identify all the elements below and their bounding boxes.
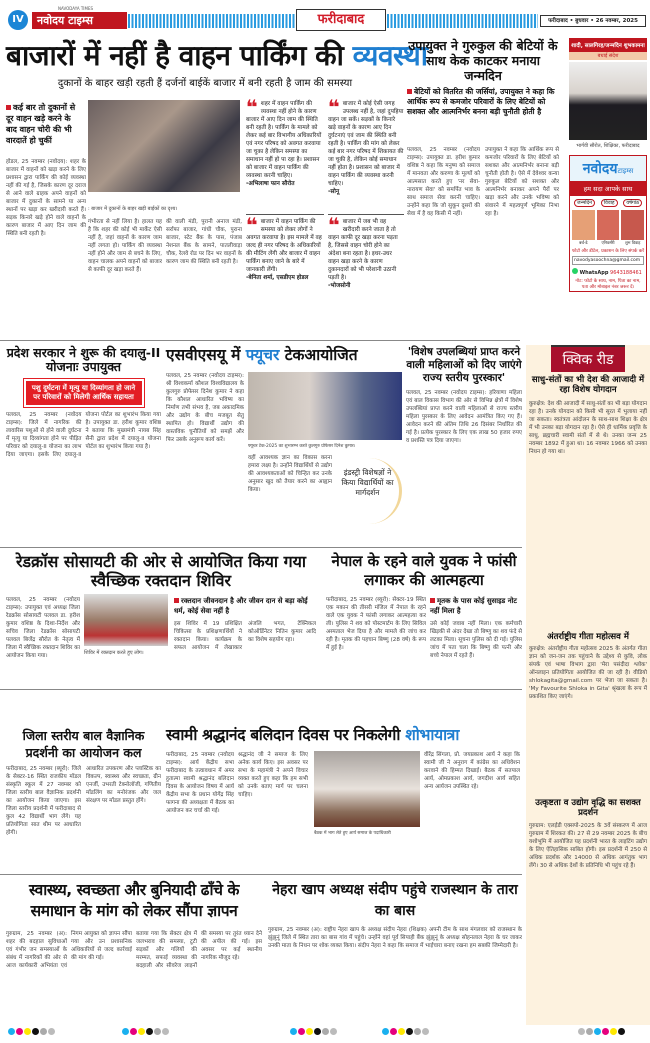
lead-body-2: गंभीरता से नहीं लिया है। हालत यह है कि शहर की कोई भी मार्केट ऐसी नहीं है, जहां वाहनों के कारण जाम नहीं लगता हो। पार्किंग की व्यवस्था नहीं होने और जाम से बचने के लिए, वाहन चालक अपने वाहनों को बाजार से काफी दूर खड़ा करते हैं। [88, 219, 162, 273]
lead-subhead: दुकानों के बाहर खड़ी रहती हैं दर्जनों बाईकें बाजार में बनी रहती है जाम की समस्या [57, 78, 353, 90]
dayalu-body: पलवल, 25 नवम्बर (नवोदय टाइम्स): जिले में नागरिक की लावारिस पशुओं से होने वाली दुर्घटना में मृत्यु या दिव्यांगता होने पर पीड़ित परिवार को दयालु-II योजना का लाभ दिया जाएगा। इसके लिए दयालु-II योजना पोर्टल का शुभारंभ किया गया है। उपायुक्त डा. हरीश कुमार वशिष्ठ ने बताया कि मुख्यमंत्री नायब सिंह सैनी द्वारा प्रदेश में दयालु-II योजना पोर्टल का शुभारंभ किया गया है। [6, 411, 161, 458]
shobhayatra-headline: स्वामी श्रद्धानंद बलिदान दिवस पर निकलेगी शोभायात्रा [166, 726, 460, 744]
redcross-body: पलवल, 25 नवम्बर (नवोदय टाइम्स): उपायुक्त एवं अध्यक्ष जिला रेडक्रॉस सोसायटी पलवल डा. हरीश कुमार वशिष्ठ के दिशा-निर्देश और सचिव जिला रेडक्रॉस सोसायटी पलवल बिजेंद्र सौरोत के नेतृत्व में जिला में स्वैच्छिक रक्तदान शिविर का आयोजन किया गया। [6, 597, 80, 659]
lead-body: होडल, 25 नवम्बर (नवोदय): शहर के बाजार में वाहनों को खड़ा करने के लिए प्रशासन द्वारा पार्किंग की कोई व्यवस्था नहीं की गई है, जिसके कारण दूर दराज से आने वाले ग्राहक अपने वाहनों को बाजार में दुकानों के सामने या अन्य स्थानों पर खड़ा कर खरीदारी करते हैं। सड़क किनारे खड़े होने वाले वाहनों के कारण बाजार में आए दिन जाम की स्थिति बनी रहती है। [6, 159, 86, 237]
quick-read-title: क्विक रीड [551, 345, 625, 372]
gurukul-story [407, 38, 559, 338]
divider [0, 874, 522, 875]
ad-banner: शादी, सालगिरह/जन्मदिन शुभकामना [569, 38, 647, 52]
gurukul-body: पलवल, 25 नवम्बर (नवोदय टाइम्स): उपायुक्त डा. हरीश कुमार वशिष्ठ ने कहा कि मनुष्य को समाज में मानवता और करुणा के मूल्यों को आत्मसात करते हुए 'नर सेवा-नारायण सेवा' को समर्पित भाव के साथ समाज सेवा करनी चाहिए। उन्होंने कहा कि जो सुकून दूसरों की सेवा में है वह किसी में नहीं। [407, 147, 480, 217]
bal-pradarshani-body: फरीदाबाद, 25 नवम्बर (ब्यूरो): जिले के सेक्टर-16 स्थित राजकीय मॉडल संस्कृति स्कूल में 27 नवम्बर को जिला स्तरीय बाल वैज्ञानिक प्रदर्शनी का आयोजन किया जाएगा। इस जिला स्तरीय प्रदर्शनी में फरीदाबाद से कुल 42 विद्यार्थी भाग लेंगे। यह प्रतियोगिता सात थीम पर आधारित होगी। [6, 766, 81, 836]
dayalu-headline: प्रदेश सरकार ने शुरू की दयालु-II योजनाः उपायुक्त [6, 345, 161, 375]
divider [0, 689, 522, 690]
city-label: फरीदाबाद [296, 9, 386, 31]
dayalu-callout: पशु दुर्घटना में मृत्यु या दिव्यांगता हो जाने पर परिवारों को मिलेगी आर्थिक सहायता [24, 379, 144, 407]
person-photo [569, 62, 647, 140]
svsu-body: पलवल, 25 नवम्बर (नवोदय टाइम्स): श्री विश्वकर्मा कौशल विश्वविद्यालय के कुलगुरु प्रोफेसर दिनेश कुमार ने कहा कि कौशल आधारित भविष्य का निर्माण तभी संभव है, जब अकादमिक और उद्योग के बीच मजबूत सेतु स्थापित हो। विद्यार्थी उद्योग की वास्तविक चुनौतियों को समझें और फिर उसके अनुरूप कार्य करें। [166, 373, 244, 443]
ad-note: फोटो और डीटेल, प्रकाशन के लिए संपर्क करें [571, 249, 645, 254]
person-caption: भार्गवी सौरोत, शिक्षिका, फरीदाबाद [576, 143, 640, 149]
nepal-kicker: मृतक के पास कोई सुसाइड नोट नहीं मिला है [430, 596, 522, 616]
quote-3: ❝ बाजार में वाहन पार्किंग की समस्या को लेकर लोगों ने अवगत करवाया है। इस मामले में वह जल्द ही नगर परिषद के अधिकारियों की मीटिंग लेंगी और बाजार में वाहन पार्किंग बनाए जाने के बारे में जानकारी लेंगी। -बेनिता शर्मा, एसडीएम होडल [246, 214, 324, 282]
ad-thumb-caption: बर्थ-डे [579, 240, 588, 245]
lead-photo-caption: : बाजार में दुकानों के बाहर खड़ी बाईकों का दृश्य। [88, 206, 178, 212]
whatsapp-number: 9643188461 [610, 270, 642, 276]
ad-tag: वर्षगांठ [623, 199, 642, 207]
whatsapp-icon [572, 268, 578, 274]
redcross-photo [84, 594, 168, 646]
divider [0, 340, 520, 341]
redcross-body-2: इस शिविर में 19 प्रशिक्षित चिकित्सा के प्रशिक्षणार्थियों ने रक्तदान किया। कार्यक्रम के सफल आयोजन में लेखाकार अंजलि भगत, टेक्निकल कोऑर्डिनेटर नितिन कुमार आदि का विशेष सहयोग रहा। [174, 621, 316, 651]
gurukul-kicker: बेटियों को वितरित की जर्सियां, उपायुक्त ने कहा कि आर्थिक रूप से कमजोर परिवारों के लिए बेटियों को सशक्त और आत्मनिर्भर बनना बड़ी चुनौती होती है [407, 87, 559, 117]
nehra-body: गुरुग्राम, 25 नवम्बर (अ): राष्ट्रीय नेहरा खाप के अध्यक्ष संदीप नेहरा (शिक्षक) अपनी टीम के साथ मंगलवार को राजस्थान के झुंझुनूं जिले में स्थित तारा का बास गांव में पहुंचे। उन्होंने वहां पूर्व सिपाही बैंक झुंझुनूं के अध्यक्ष सोहनलाल नेहरा के घर जाकर उनकी माता के निधन पर शोक व्यक्त किया। संदीप नेहरा ने कहा कि समाज में भाईचारा बनाए रखना हम सबकी जिम्मेदारी है। [268, 927, 522, 949]
gyapan-body-2: बताया गया कि सेक्टर क्षेत्र में जलभराव की समस्या, टूटी सड़कों और गलियों की मरम्मत, सफाई व्यवस्था की बदहाली और सीवरेज लाइनों की समस्या पर तुरंत ध्यान देने की अपील की गई। इस अवसर पर कई स्थानीय नागरिक मौजूद रहे। [136, 931, 262, 969]
svsu-photo [248, 372, 402, 440]
ad-brand: नवोदय [582, 161, 618, 177]
gyapan-story [6, 880, 262, 1020]
mahila-body: पलवल, 25 नवम्बर (नवोदय टाइम्स): हरियाणा महिला एवं बाल विकास विभाग की ओर से विभिन्न क्षेत्रों में विशेष उपलब्धियां प्राप्त करने वाली महिलाओं से राज्य स्तरीय महिला पुरस्कार के लिए आवेदन आमंत्रित किए गए हैं। आवेदन करने की अंतिम तिथि 26 दिसंबर निर्धारित की गई है। प्रत्येक पुरस्कार के लिए एक लाख 50 हजार रुपए व प्रशस्ति पत्र दिया जाएगा। [406, 390, 522, 444]
shobhayatra-story [166, 727, 522, 872]
svsu-story [166, 346, 402, 546]
lead-photo [88, 100, 240, 192]
bal-pradarshani-headline: जिला स्तरीय बाल वैज्ञानिक प्रदर्शनी का आयोजन कल [22, 728, 145, 760]
masthead [0, 8, 650, 34]
shobhayatra-photo [314, 751, 420, 827]
gurukul-headline: उपायुक्त ने गुरुकुल की बेटियों के साथ केक काटकर मनाया जन्मदिन [408, 38, 558, 83]
ad-email[interactable]: navodyasoochna@gmail.com [572, 256, 644, 265]
nehra-headline: नेहरा खाप अध्यक्ष संदीप पहुंचे राजस्थान के तारा का बास [272, 882, 518, 919]
quote-1: ❝ शहर में वाहन पार्किंग की व्यवस्था नहीं होने के कारण बाजार में आए दिन जाम की स्थिति बनी रहती है। पार्किंग के मामले को लेकर कई बार विभागीय अधिकारियों एवं नगर परिषद को अवगत करवाया जा चुका है लेकिन समस्या का समाधान नहीं हो पा रहा है। प्रशासन को बाजार में वाहन पार्किंग की व्यवस्था करनी चाहिए। -अभिलाषा फान सौरोत [246, 95, 322, 187]
ad-footer: नोट: फोटो के साथ, नाम, पिता का नाम, पता और मोबाइल नंबर जरूर दें। [575, 279, 641, 290]
nehra-story [268, 880, 522, 1020]
shobhayatra-body: फरीदाबाद, 25 नवम्बर (नवोदय टाइम्स): आर्य केंद्रीय सभा फरीदाबाद के तत्वावधान में अमर हुतात्मा स्वामी श्रद्धानंद बलिदान दिवस के आयोजन विषय में आर्य केंद्रीय सभा के प्रधान योगेंद्र सिंह फागना की अध्यक्षता में बैठक का आयोजन कर चर्चा की गई। [166, 752, 234, 814]
ad-tag: जन्मदिन [574, 199, 595, 207]
divider [0, 547, 522, 548]
quick-story-1-headline: साधु-संतों का भी देश की आजादी में रहा विशेष योगदान [531, 375, 645, 395]
gurukul-body-2: उपायुक्त ने कहा कि आर्थिक रूप से कमजोर परिवारों के लिए बेटियों को सशक्त और आत्मनिर्भर बनाना बड़ी चुनौती होती है। ऐसे में देवेश्वर कन्या गुरुकुल बेटियों को सशक्त और आत्मनिर्भर बनाकर अपने पैरों पर खड़ा करने और उनके भविष्य को संवारने में महत्वपूर्ण भूमिका निभा रहा है। [485, 147, 559, 217]
lead-story [6, 39, 428, 340]
whatsapp-label: WhatsApp [579, 270, 609, 276]
ad-thumb-caption: एनिवर्सरी [601, 240, 615, 245]
ad-thumb [597, 210, 620, 240]
redcross-story [6, 552, 316, 687]
ad-tagline: हम सदा आपके साथ [570, 181, 646, 196]
ad-box [569, 155, 647, 292]
nepal-body-2: उसे कोई जवाब नहीं मिला। एक कर्मचारी खिड़की से अंदर देखा तो बिष्णु का शव फंदे से लटका मिला। सूचना पुलिस को दी गई। पुलिस जांच में पता चला कि बिष्णु की पत्नी और बच्चे नेपाल में रहते हैं। [430, 621, 522, 659]
quick-story-2-headline: अंतर्राष्ट्रीय गीता महोत्सव में [547, 631, 629, 642]
date-line: फरीदाबाद • बुधवार • 26 नवम्बर, 2025 [540, 15, 646, 27]
mahila-headline: 'विशेष उपलब्धियां प्राप्त करने वाली महिलाओं को दिए जाएंगे राज्य स्तरीय पुरस्कार' [406, 346, 522, 384]
svsu-photo-caption: फ्यूचर टेक-2025 का शुभारम्भ करते कुलगुरु प्रोफेसर दिनेश कुमार। [248, 444, 356, 449]
ad-brand-suffix: टाइम्स [617, 167, 634, 175]
ad-sub-banner: बधाई संदेश [569, 52, 647, 60]
mahila-story [406, 346, 522, 546]
ad-thumb-caption: शुभ विवाह [624, 240, 641, 245]
redcross-kicker: रक्तदान जीवनदान है और जीवन दान से बड़ा कोई धर्म, कोई सेवा नहीं है [174, 596, 316, 616]
nepal-headline: नेपाल के रहने वाले युवक ने फांसी लगाकर की आत्महत्या [331, 552, 517, 589]
gyapan-body: गुरुग्राम, 25 नवम्बर (अ): शहर की बदहाल सुविधाओं एवं गंभीर जन समस्याओं के संबंध में नागरिकों की ओर से आज कार्यकारी अभियंता एवं निगम आयुक्त को ज्ञापन सौंपा गया और उन प्रशासनिक अधिकारियों से जल्द कार्रवाई की मांग की गई। [6, 931, 132, 969]
paper-name-logo: नवोदय टाइम्स [32, 12, 127, 29]
shobhayatra-photo-caption: बैठक में भाग लेते हुए आर्य समाज के पदाधिकारी [314, 831, 391, 836]
svsu-body-2: वहीं आवश्यक ज्ञान का विकास करना हमारा लक्ष्य है। उन्होंने विद्यार्थियों से उद्योग की आवश्यकताओं को चिन्हित कर उनके अनुसार खुद को तैयार करने का आह्वान किया। [248, 455, 332, 493]
bal-pradarshani-body-2: आधारित उपकरण और प्लास्टिक का विकल्प, स्वास्थ्य और स्वच्छता, ग्रीन एनर्जी, उभरती टेक्नोलॉजी, गणितीय मॉडलिंग का मनोरंजक और जल संरक्षण पर मॉडल प्रस्तुत होंगे। [86, 766, 161, 804]
ad-thumb [621, 210, 644, 240]
quick-read [526, 345, 650, 1025]
redcross-headline: रेडक्रॉस सोसायटी की ओर से आयोजित किया गया स्वैच्छिक रक्तदान शिविर [15, 552, 307, 590]
registration-marks [0, 1020, 650, 1032]
nepal-story [326, 552, 522, 687]
nepal-body: फरीदाबाद, 25 नवम्बर (ब्यूरो): सेक्टर-19 स्थित एक मकान की तीसरी मंजिल में नेपाल के रहने वाले एक युवक ने फांसी लगाकर आत्महत्या कर ली। पुलिस ने शव को पोस्टमार्टम के लिए सिविल अस्पताल भेज दिया है और मामले की जांच कर रही है। मृतक की पहचान बिष्णु (28 वर्ष) के रूप में हुई है। [326, 597, 426, 651]
lead-kicker: कई बार तो दुकानों से दूर वाहन खड़े करने के बाद वाहन चोरी की भी वारदातें हो चुकीं [6, 102, 84, 146]
lead-body-3: की वाली मंडी, पुरानी अनाज मंडी, सर्राफा बाजार, गांधी चौक, पुराना बाजार, स्टेट बैंक के पास, पंजाब नेशनल बैंक के सामने, पातलीवाड़ा चौक, रेलवे रोड पर दिन भर वाहनों के कारण जाम की स्थिति बनी रहती है। [166, 219, 242, 265]
quick-story-3-headline: उत्कृष्टता व उद्योग वृद्धि का सशक्त प्रदर्शन [535, 798, 641, 819]
quote-4: ❝ बाजार में जब भी वह खरीदारी करने जाता है तो वाहन काफी दूर खड़ा करना पड़ता है, जिससे वाहन चोरी होने का अंदेशा बना रहता है। इधर-उधर वाहन खड़ा करने के कारण दुकानदारों को भी परेशानी उठानी पड़ती है। -भोजसोनी [328, 214, 404, 290]
masthead-small-label: NAVODAYA TIMES [58, 6, 94, 11]
quick-story-1-body: कुरुक्षेत्र: देश की आजादी में साधु-संतों का भी बड़ा योगदान रहा है। उनके योगदान को किसी भी सूरत में भुलाया नहीं जा सकता। स्वतंत्रता आंदोलन के साथ-साथ शिक्षा के क्षेत्र में भी उनका बड़ा योगदान रहा है। ऐसे ही धार्मिक प्रवृत्ति के साधु, ब्रह्मचारी स्वामी संतों में से थे। उनका जन्म 25 नवम्बर 1892 में हुआ था। 16 नवम्बर 1966 को उनका निधन हो गया था। [529, 400, 647, 455]
svsu-headline: एसवीएसयू में फ्यूचर टेकआयोजित [166, 346, 358, 364]
greetings-ad [569, 38, 647, 338]
ad-thumb [572, 210, 595, 240]
ad-tag: विवाह [601, 199, 618, 207]
bal-pradarshani-story [6, 727, 161, 872]
gyapan-headline: स्वास्थ्य, स्वच्छता और बुनियादी ढाँचे के समाधान के मांग को लेकर सौंपा ज्ञापन [28, 881, 240, 920]
quick-story-3-body: गुरुग्राम: एलईडी एक्सपो-2025 के 3वें संस्करण में आज गुरुग्राम में शिरकत की। 27 से 29 नवम्बर 2025 के बीच यशोभूमि में आयोजित यह प्रदर्शनी भारत के लाइटिंग उद्योग के लिए ऐतिहासिक साबित होगी। इस प्रदर्शनी में 250 से अधिक प्रदर्शक और 14000 से अधिक आगंतुक भाग लेंगे। 30 से अधिक देशों के प्रतिनिधि भी पहुंच रहे हैं। [529, 822, 647, 869]
logo-badge: IV [8, 10, 28, 30]
shobhayatra-body-3: वीरेंद्र सिंगला, प्रो. जयप्रकाश आर्य ने कहा कि स्वामी जी ने अनुराग में कांग्रेस का अधिवेशन करवाने की हिम्मत दिखाई। बैठक में सतपाल आर्य, ओमप्रकाश आर्य, जगदीश आर्य सहित अन्य आर्यजन उपस्थित रहे। [424, 752, 520, 790]
svsu-callout: इंडस्ट्री विशेषज्ञों ने किया विद्यार्थियों का मार्गदर्शन [336, 458, 402, 524]
redcross-photo-caption: शिविर में रक्तदान करते हुए लोग। [84, 650, 144, 656]
quote-2: ❝ बाजार में कोई ऐसी जगह उपलब्ध नहीं है, जहां दुपहिया वाहन जा सकें। सड़कों के किनारे खड़े वाहनों के कारण आए दिन दुर्घटनाएं एवं जाम की स्थिति बनी रहती है। पार्किंग की मांग को लेकर कई बार नगर परिषद में शिकायत की जा चुकी है, लेकिन कोई समाधान नहीं होता है। प्रशासन को बाजार में वाहन पार्किंग की व्यवस्था करनी चाहिए। -सोनू [328, 95, 404, 195]
shobhayatra-body-2: श्रद्धानंद जी ने समाज के लिए अनेक कार्य किए। इस अवसर पर सभा के महामंत्री ने अपने विचार व्यक्त करते हुए कहा कि हम सभी को उनके बताए मार्ग पर चलना चाहिए। [238, 752, 308, 798]
dayalu-story [6, 346, 161, 546]
lead-headline: बाजारों में नहीं है वाहन पार्किंग की व्यवस्था [6, 39, 428, 72]
quick-story-2-body: कुरुक्षेत्र: अंतर्राष्ट्रीय गीता महोत्सव 2025 के अंतर्गत गीता ज्ञान को जन-जन तक पहुंचाने के उद्देश्य से कुवि, लोक संपर्क एवं भाषा विभाग द्वारा 'मेरा पसंदीदा श्लोक' ऑनलाइन प्रतियोगिता आयोजित की जा रही है। वीडियो shlokagita@gmail.com पर भेजा जा सकता है। 'My Favourite Shloka in Gita' श्रृंखला के रूप में प्रकाशित किए जाएंगे। [529, 646, 647, 701]
